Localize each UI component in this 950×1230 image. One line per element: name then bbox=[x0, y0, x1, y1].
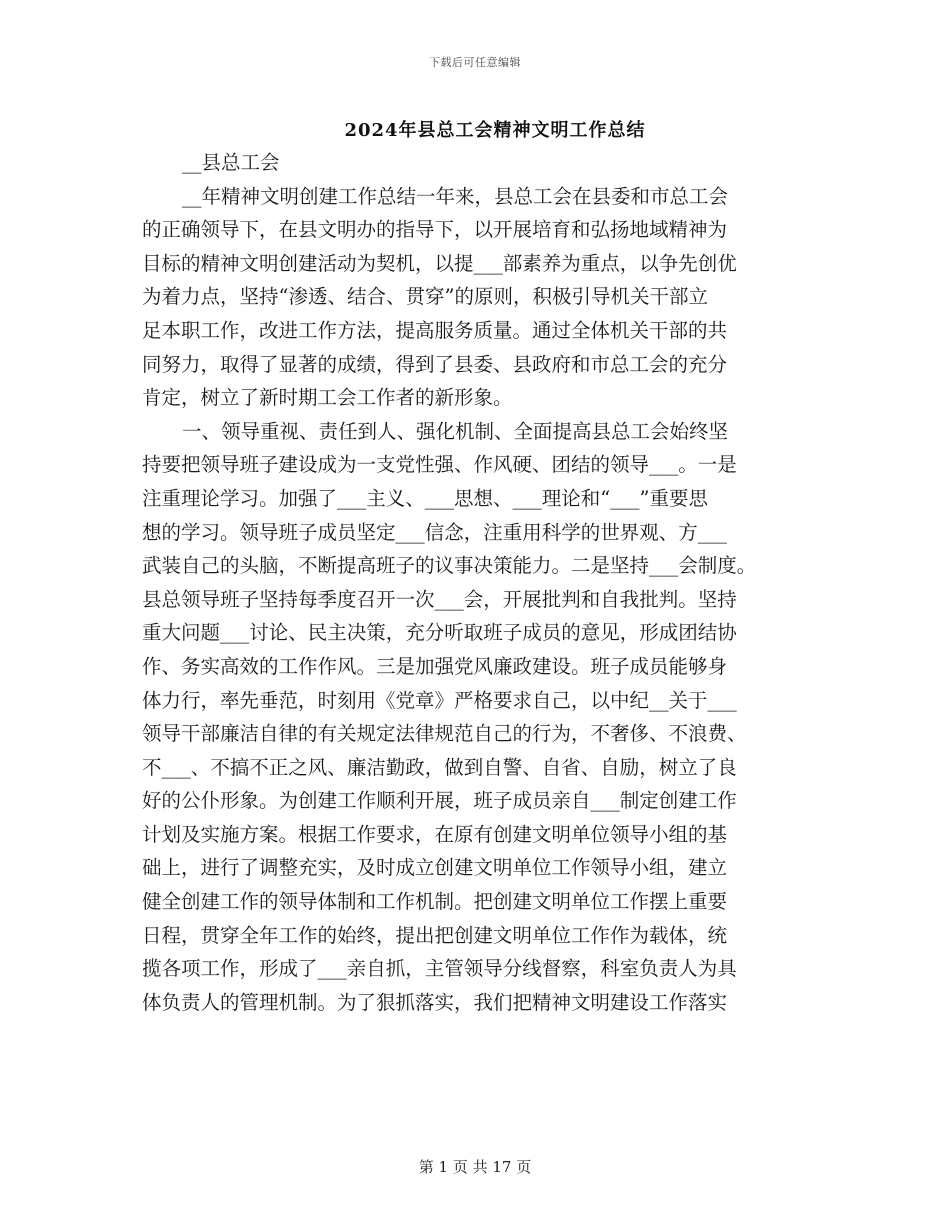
paragraph-line: 一、领导重视、责任到人、强化机制、全面提高县总工会始终坚 bbox=[182, 419, 729, 443]
paragraph-line: 计划及实施方案。根据工作要求，在原有创建文明单位领导小组的基 bbox=[142, 822, 728, 846]
paragraph-line: 县总领导班子坚持每季度召开一次___会，开展批判和自我批判。坚持 bbox=[142, 587, 737, 611]
document-body bbox=[142, 146, 802, 1019]
paragraph-line: 足本职工作，改进工作方法，提高服务质量。通过全体机关干部的共 bbox=[142, 318, 728, 342]
paragraph-line: 好的公仆形象。为创建工作顺利开展，班子成员亲自___制定创建工作 bbox=[142, 789, 737, 813]
paragraph-line: 注重理论学习。加强了___主义、___思想、___理论和“___”重要思 bbox=[142, 486, 708, 510]
paragraph-line: 想的学习。领导班子成员坚定___信念，注重用科学的世界观、方___ bbox=[142, 520, 728, 544]
paragraph-line: 的正确领导下，在县文明办的指导下，以开展培育和弘扬地域精神为 bbox=[142, 218, 728, 242]
paragraph-line: 目标的精神文明创建活动为契机，以提___部素养为重点，以争先创优 bbox=[142, 251, 737, 275]
paragraph-line: 为着力点，坚持“渗透、结合、贯穿”的原则，积极引导机关干部立 bbox=[142, 285, 708, 309]
page-header-note: 下载后可任意编辑 bbox=[429, 56, 521, 69]
paragraph-line: 同努力，取得了显著的成绩，得到了县委、县政府和市总工会的充分 bbox=[142, 352, 728, 376]
paragraph-line: 揽各项工作，形成了___亲自抓，主管领导分线督察，科室负责人为具 bbox=[142, 957, 737, 981]
paragraph-line: 作、务实高效的工作作风。三是加强党风廉政建设。班子成员能够身 bbox=[142, 654, 728, 678]
paragraph-line: 体力行，率先垂范，时刻用《党章》严格要求自己，以中纪__关于___ bbox=[142, 688, 737, 712]
paragraph-line: 重大问题___讨论、民主决策，充分听取班子成员的意见，形成团结协 bbox=[142, 621, 737, 645]
paragraph-line: 不___、不搞不正之风、廉洁勤政，做到自警、自省、自励，树立了良 bbox=[142, 755, 737, 779]
page-number: 第 1 页 共 17 页 bbox=[418, 1158, 532, 1176]
paragraph-line: 础上，进行了调整充实，及时成立创建文明单位工作领导小组，建立 bbox=[142, 856, 728, 880]
paragraph-line: 持要把领导班子建设成为一支党性强、作风硬、团结的领导___。一是 bbox=[142, 453, 737, 477]
paragraph-line: 日程，贯穿全年工作的始终，提出把创建文明单位工作作为载体，统 bbox=[142, 923, 728, 947]
paragraph-line-org: __县总工会 bbox=[182, 151, 280, 174]
paragraph-line: 肯定，树立了新时期工会工作者的新形象。 bbox=[142, 386, 513, 410]
paragraph-line: 武装自己的头脑，不断提高班子的议事决策能力。二是坚持___会制度。 bbox=[142, 554, 757, 578]
paragraph-line: 健全创建工作的领导体制和工作机制。把创建文明单位工作摆上重要 bbox=[142, 890, 728, 914]
paragraph-line: 领导干部廉洁自律的有关规定法律规范自己的行为，不奢侈、不浪费、 bbox=[142, 722, 747, 746]
paragraph-line: __年精神文明创建工作总结一年来，县总工会在县委和市总工会 bbox=[182, 184, 729, 208]
paragraph-line: 体负责人的管理机制。为了狠抓落实，我们把精神文明建设工作落实 bbox=[142, 990, 728, 1014]
document-title: 2024年县总工会精神文明工作总结 bbox=[344, 120, 646, 141]
